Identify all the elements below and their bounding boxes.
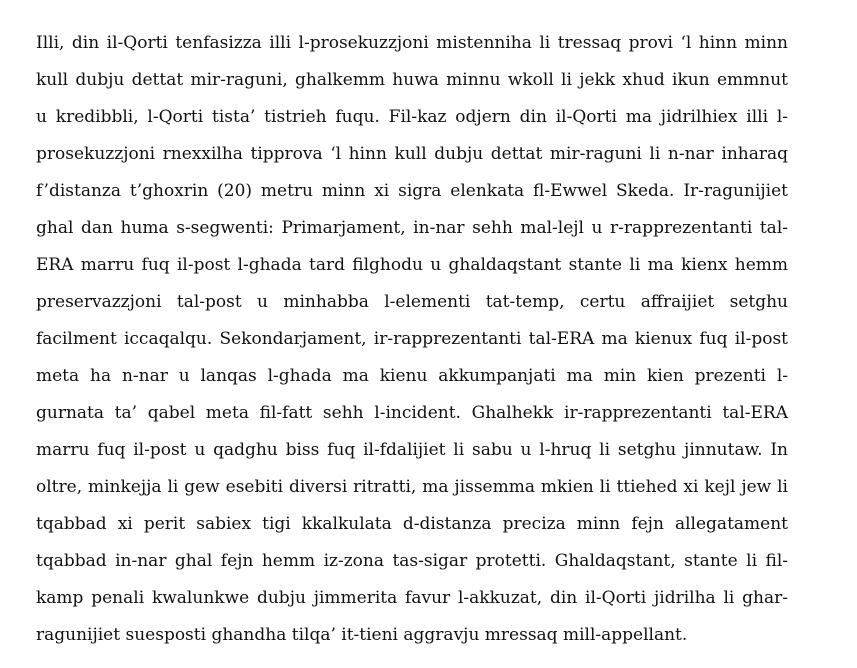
text-line-12: marru fuq il-post u qadghu biss fuq il-fdalijiet li sabu u l-hruq li setghu jinnutaw. In	[36, 440, 788, 460]
text-line-16: kamp penali kwalunkwe dubju jimmerita favur l-akkuzat, din il-Qorti jidrilha li ghar-	[36, 588, 788, 608]
text-line-2: kull dubju dettat mir-raguni, ghalkemm huwa minnu wkoll li jekk xhud ikun emmnut	[36, 70, 788, 90]
text-line-8: preservazzjoni tal-post u minhabba l-elementi tat-temp, certu affraijiet setghu	[36, 292, 788, 312]
text-line-15: tqabbad in-nar ghal fejn hemm iz-zona tas-sigar protetti. Ghaldaqstant, stante li fil-	[36, 551, 788, 571]
text-line-1: Illi, din il-Qorti tenfasizza illi l-prosekuzzjoni mistenniha li tressaq provi ‘l hinn minn	[36, 33, 788, 53]
text-line-6: ghal dan huma s-segwenti: Primarjament, in-nar sehh mal-lejl u r-rapprezentanti tal-	[36, 218, 788, 238]
text-line-14: tqabbad xi perit sabiex tigi kkalkulata d-distanza preciza minn fejn allegatament	[36, 514, 788, 534]
text-line-3: u kredibbli, l-Qorti tista’ tistrieh fuqu. Fil-kaz odjern din il-Qorti ma jidrilhiex illi l-	[36, 107, 788, 127]
text-line-7: ERA marru fuq il-post l-ghada tard filghodu u ghaldaqstant stante li ma kienx hemm	[36, 255, 788, 275]
text-line-10: meta ha n-nar u lanqas l-ghada ma kienu akkumpanjati ma min kien prezenti l-	[36, 366, 788, 386]
text-line-9: facilment iccaqalqu. Sekondarjament, ir-rapprezentanti tal-ERA ma kienux fuq il-post	[36, 329, 788, 349]
text-line-13: oltre, minkejja li gew esebiti diversi ritratti, ma jissemma mkien li ttiehed xi kejl jew li	[36, 477, 788, 497]
text-line-17: ragunijiet suesposti ghandha tilqa’ it-tieni aggravju mressaq mill-appellant.	[36, 625, 688, 645]
text-line-5: f’distanza t’ghoxrin (20) metru minn xi sigra elenkata fl-Ewwel Skeda. Ir-ragunijiet	[36, 181, 788, 201]
text-line-4: prosekuzzjoni rnexxilha tipprova ‘l hinn kull dubju dettat mir-raguni li n-nar inharaq	[36, 144, 788, 164]
text-line-11: gurnata ta’ qabel meta fil-fatt sehh l-incident. Ghalhekk ir-rapprezentanti tal-ERA	[36, 403, 788, 423]
